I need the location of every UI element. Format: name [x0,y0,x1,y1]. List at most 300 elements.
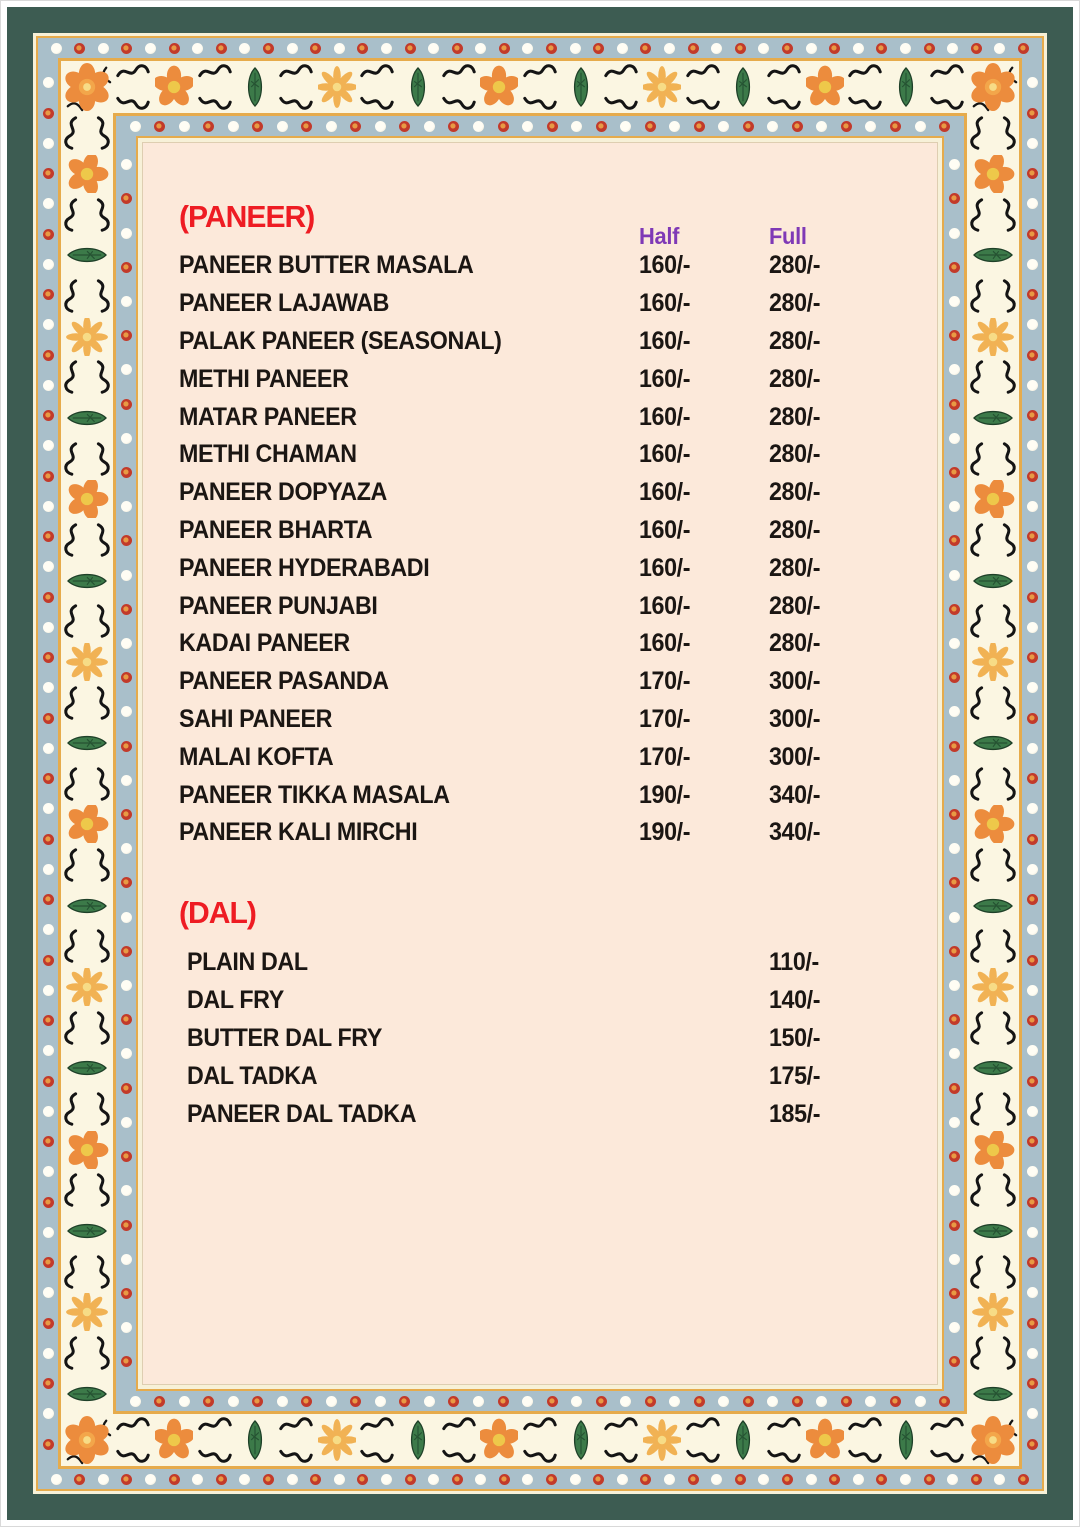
dot-icon [1027,1166,1038,1177]
item-price-full: 280/- [769,440,821,469]
dot-icon [326,121,337,132]
swirl-icon [974,438,1012,479]
dot-icon [448,1396,459,1407]
swirl-icon [68,845,106,886]
dot-icon [43,652,54,663]
dot-icon [1027,1197,1038,1208]
dot-icon [239,1474,250,1485]
dot-icon [924,43,935,54]
dot-icon [640,43,651,54]
star-flower-icon [68,967,106,1008]
menu-item-row [143,981,927,1019]
leaf-icon [723,1415,764,1465]
dot-icon [121,877,132,888]
item-price-full: 280/- [769,402,821,431]
dot-icon [334,1474,345,1485]
item-price-full: 300/- [769,742,821,771]
item-price-half: 160/- [639,251,691,280]
swirl-icon [357,1415,398,1465]
dot-icon [1027,77,1038,88]
dot-icon [43,834,54,845]
dot-icon [1027,1439,1038,1450]
dot-icon [806,1474,817,1485]
dot-icon [43,1348,54,1359]
leaf-icon [68,398,106,439]
dot-icon [949,1083,960,1094]
item-price-full: 340/- [769,818,821,847]
dot-icon [43,773,54,784]
dot-icon [121,535,132,546]
dot-icon [994,1474,1005,1485]
dot-icon [130,1396,141,1407]
item-price-full: 140/- [769,985,821,1014]
dot-icon [949,604,960,615]
dot-strip [116,136,136,1391]
swirl-icon [68,194,106,235]
corner-flower-icon [61,1414,113,1466]
dot-icon [949,193,960,204]
item-price-full: 340/- [769,780,821,809]
swirl-icon [974,1007,1012,1048]
dot-icon [1027,1136,1038,1147]
dot-icon [43,713,54,724]
dot-icon [949,228,960,239]
dot-icon [1027,229,1038,240]
item-price-full: 280/- [769,591,821,620]
swirl-icon [974,276,1012,317]
leaf-icon [560,62,601,112]
dot-icon [1027,501,1038,512]
dot-icon [1027,1408,1038,1419]
menu-item-row [143,436,927,474]
swirl-icon [601,1415,642,1465]
dot-icon [121,706,132,717]
flower-icon [974,479,1012,520]
dot-icon [121,980,132,991]
dot-icon [169,43,180,54]
flower-icon [154,1415,195,1465]
dot-icon [743,1396,754,1407]
item-name: MALAI KOFTA [179,742,334,771]
item-price-half: 170/- [639,667,691,696]
dot-icon [1027,531,1038,542]
dot-icon [350,121,361,132]
dot-icon [192,1474,203,1485]
dot-icon [735,43,746,54]
swirl-icon [438,1415,479,1465]
dot-icon [1027,592,1038,603]
swirl-icon [974,113,1012,154]
dot-icon [43,985,54,996]
dot-icon [43,1287,54,1298]
item-price-full: 280/- [769,326,821,355]
item-name: DAL FRY [187,985,284,1014]
item-price-full: 280/- [769,289,821,318]
dot-icon [43,622,54,633]
swirl-icon [926,1415,967,1465]
dot-icon [767,1396,778,1407]
swirl-icon [68,1089,106,1130]
dot-icon [154,1396,165,1407]
dot-icon [949,433,960,444]
dot-icon [1027,561,1038,572]
menu-content-area [143,143,937,1384]
dot-icon [381,43,392,54]
dot-icon [1027,1287,1038,1298]
dot-icon [949,1288,960,1299]
swirl-icon [845,62,886,112]
leaf-icon [974,235,1012,276]
dot-icon [228,1396,239,1407]
dot-icon [216,43,227,54]
star-flower-icon [316,62,357,112]
dot-icon [1027,1076,1038,1087]
swirl-icon [974,682,1012,723]
menu-item-row [143,512,927,550]
dot-icon [664,43,675,54]
leaf-icon [398,62,439,112]
dot-icon [192,43,203,54]
dot-icon [829,1474,840,1485]
dot-icon [1027,773,1038,784]
dot-icon [939,1396,950,1407]
swirl-icon [68,1007,106,1048]
leaf-icon [68,560,106,601]
leaf-icon [974,1211,1012,1252]
dot-icon [1027,1318,1038,1329]
dot-icon [1027,1106,1038,1117]
item-price-half: 190/- [639,818,691,847]
flower-icon [68,154,106,195]
dot-icon [310,43,321,54]
flower-icon [68,1129,106,1170]
dot-icon [121,946,132,957]
dot-icon [853,43,864,54]
item-name: PANEER LAJAWAB [179,289,390,318]
dot-icon [121,364,132,375]
leaf-icon [974,1373,1012,1414]
dot-icon [949,159,960,170]
item-name: PANEER DAL TADKA [187,1099,417,1128]
corner-flower-icon [61,61,113,113]
dot-icon [816,1396,827,1407]
item-price-half: 160/- [639,364,691,393]
dot-icon [121,843,132,854]
dot-icon [547,121,558,132]
dot-icon [43,77,54,88]
dot-icon [522,43,533,54]
swirl-icon [601,62,642,112]
dot-icon [277,121,288,132]
dot-icon [1027,803,1038,814]
dot-icon [121,1083,132,1094]
dot-icon [428,43,439,54]
menu-item-row [143,943,927,981]
dot-strip [38,38,1042,58]
dot-icon [121,1322,132,1333]
item-price-half: 160/- [639,515,691,544]
menu-item-row [143,1095,927,1133]
item-price-half: 160/- [639,478,691,507]
dot-icon [853,1474,864,1485]
dot-icon [949,570,960,581]
dot-icon [121,1220,132,1231]
item-name: PANEER BHARTA [179,515,373,544]
dot-icon [287,43,298,54]
swirl-icon [682,1415,723,1465]
dot-icon [890,121,901,132]
item-price-half: 160/- [639,629,691,658]
dot-icon [121,433,132,444]
leaf-icon [68,235,106,276]
dot-icon [688,1474,699,1485]
menu-item-row [143,1057,927,1095]
dot-icon [792,121,803,132]
swirl-icon [974,1170,1012,1211]
dot-icon [130,121,141,132]
dot-icon [43,501,54,512]
swirl-icon [68,520,106,561]
menu-item-row [143,323,927,361]
item-price-full: 280/- [769,364,821,393]
dot-icon [169,1474,180,1485]
dot-icon [900,43,911,54]
menu-item-row [143,474,927,512]
dot-icon [43,1076,54,1087]
swirl-icon [520,1415,561,1465]
dot-icon [617,43,628,54]
dot-icon [43,561,54,572]
dot-icon [301,121,312,132]
dot-icon [121,193,132,204]
dot-icon [949,535,960,546]
dot-icon [949,364,960,375]
item-name: PANEER HYDERABADI [179,553,430,582]
dot-icon [593,1474,604,1485]
leaf-icon [68,723,106,764]
swirl-icon [974,764,1012,805]
leaf-icon [68,1211,106,1252]
dot-icon [326,1396,337,1407]
item-price-full: 150/- [769,1023,821,1052]
dot-icon [448,121,459,132]
dot-icon [74,1474,85,1485]
dot-icon [1027,410,1038,421]
dot-icon [121,228,132,239]
dot-icon [865,1396,876,1407]
dot-icon [1027,894,1038,905]
dot-icon [121,741,132,752]
dot-icon [121,1185,132,1196]
dot-icon [816,121,827,132]
dot-icon [179,1396,190,1407]
item-name: PANEER PUNJABI [179,591,378,620]
swirl-icon [520,62,561,112]
dot-icon [1027,350,1038,361]
star-flower-icon [68,1292,106,1333]
dot-icon [375,1396,386,1407]
item-price-full: 185/- [769,1099,821,1128]
item-price-half: 160/- [639,289,691,318]
dot-icon [452,43,463,54]
dot-icon [452,1474,463,1485]
leaf-icon [886,1415,927,1465]
dot-icon [216,1474,227,1485]
flower-icon [974,804,1012,845]
dot-icon [375,121,386,132]
dot-icon [43,955,54,966]
item-price-half: 170/- [639,742,691,771]
flower-icon [68,479,106,520]
star-flower-icon [974,967,1012,1008]
dot-icon [782,1474,793,1485]
dot-icon [121,1254,132,1265]
dot-icon [949,501,960,512]
dot-icon [121,501,132,512]
dot-icon [121,604,132,615]
dot-icon [43,1439,54,1450]
dot-icon [43,259,54,270]
dot-icon [571,1396,582,1407]
dot-icon [1027,168,1038,179]
corner-flower-icon [967,61,1019,113]
dot-icon [949,1117,960,1128]
dot-icon [263,43,274,54]
dot-icon [640,1474,651,1485]
dot-icon [1027,471,1038,482]
dot-icon [473,1396,484,1407]
dot-icon [121,912,132,923]
dot-icon [915,1396,926,1407]
menu-item-row [143,663,927,701]
dot-icon [620,1396,631,1407]
dot-strip [944,136,964,1391]
item-name: PALAK PANEER (SEASONAL) [179,326,502,355]
floral-strip [113,61,967,113]
dot-icon [718,121,729,132]
dot-icon [947,43,958,54]
dot-icon [43,1166,54,1177]
swirl-icon [438,62,479,112]
swirl-icon [276,1415,317,1465]
dot-icon [806,43,817,54]
swirl-icon [974,1251,1012,1292]
item-price-half: 160/- [639,402,691,431]
dot-icon [1027,622,1038,633]
swirl-icon [974,357,1012,398]
dot-icon [121,399,132,410]
menu-item-row [143,776,927,814]
flower-icon [804,62,845,112]
star-flower-icon [68,316,106,357]
dot-icon [43,380,54,391]
dot-icon [570,1474,581,1485]
swirl-icon [764,1415,805,1465]
swirl-icon [974,845,1012,886]
star-flower-icon [68,642,106,683]
dot-icon [949,1220,960,1231]
dot-icon [43,803,54,814]
dot-icon [1027,1015,1038,1026]
leaf-icon [235,1415,276,1465]
swirl-icon [845,1415,886,1465]
flower-icon [479,1415,520,1465]
dot-icon [43,410,54,421]
star-flower-icon [316,1415,357,1465]
dot-icon [711,43,722,54]
swirl-icon [194,1415,235,1465]
dot-icon [971,43,982,54]
star-flower-icon [642,1415,683,1465]
dot-icon [596,1396,607,1407]
menu-item-row [143,285,927,323]
dot-icon [43,1136,54,1147]
flower-icon [974,1129,1012,1170]
dot-icon [949,877,960,888]
dot-icon [43,1045,54,1056]
dot-icon [1027,1257,1038,1268]
item-price-half: 170/- [639,704,691,733]
dot-icon [949,741,960,752]
dot-icon [43,1318,54,1329]
dot-icon [949,467,960,478]
dot-icon [1027,834,1038,845]
item-name: SAHI PANEER [179,704,333,733]
dot-icon [43,1197,54,1208]
dot-icon [121,1151,132,1162]
dot-icon [252,1396,263,1407]
item-price-half: 160/- [639,326,691,355]
dot-icon [522,1396,533,1407]
dot-icon [121,1014,132,1025]
dot-icon [43,1408,54,1419]
dot-icon [43,743,54,754]
swirl-icon [974,520,1012,561]
dot-icon [522,121,533,132]
item-name: KADAI PANEER [179,629,350,658]
item-price-half: 160/- [639,591,691,620]
column-header-half: Half [639,223,680,249]
item-name: PANEER KALI MIRCHI [179,818,418,847]
item-price-full: 280/- [769,515,821,544]
dot-icon [890,1396,901,1407]
dot-icon [263,1474,274,1485]
dot-icon [350,1396,361,1407]
dot-icon [145,1474,156,1485]
floral-strip [113,1414,967,1466]
dot-icon [43,108,54,119]
dot-icon [949,1048,960,1059]
dot-icon [43,289,54,300]
dot-icon [546,43,557,54]
leaf-icon [723,62,764,112]
dot-icon [694,121,705,132]
dot-icon [664,1474,675,1485]
dot-icon [949,843,960,854]
dot-icon [1027,682,1038,693]
dot-icon [1018,43,1029,54]
swirl-icon [276,62,317,112]
item-name: METHI PANEER [179,364,349,393]
leaf-icon [68,1373,106,1414]
dot-icon [399,121,410,132]
dot-icon [947,1474,958,1485]
dot-strip [38,58,58,1469]
dot-icon [405,43,416,54]
dot-icon [43,319,54,330]
dot-icon [277,1396,288,1407]
dot-icon [381,1474,392,1485]
